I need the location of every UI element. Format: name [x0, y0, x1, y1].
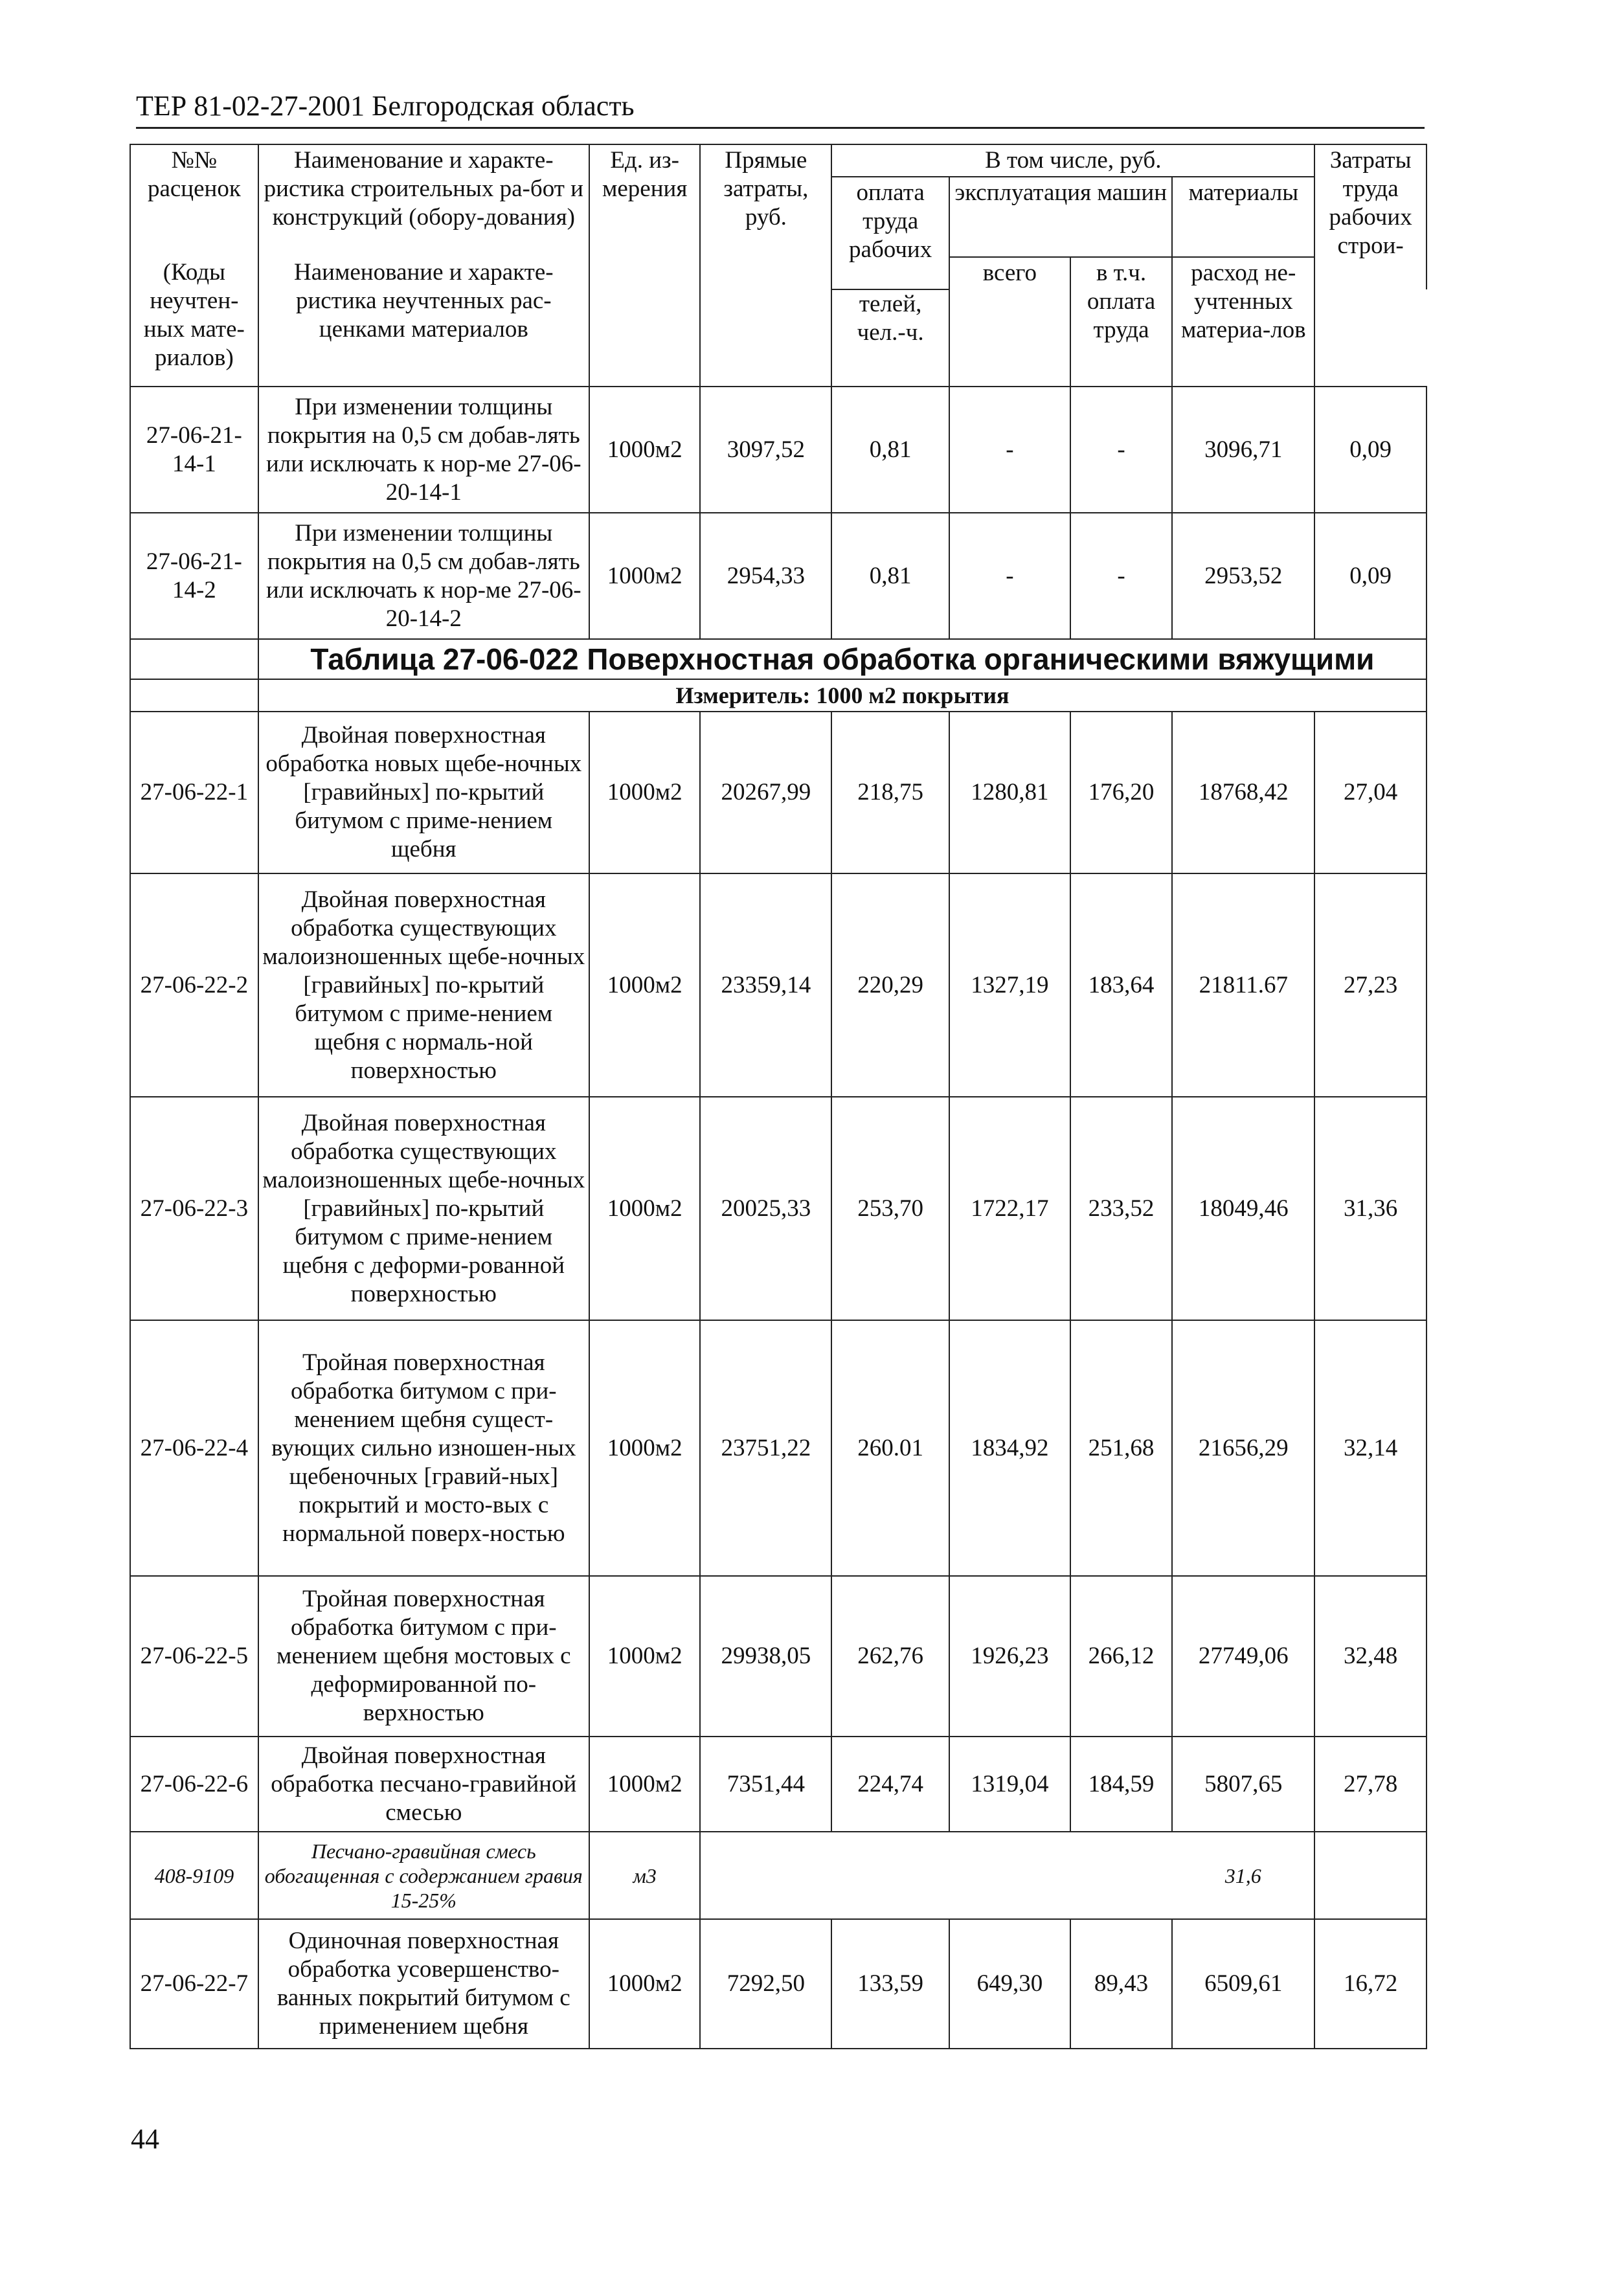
row-direct: 7292,50 [700, 1919, 831, 2049]
row-materials: 21656,29 [1172, 1320, 1314, 1576]
row-unit: 1000м2 [589, 1737, 701, 1832]
row-labor-cost: 27,23 [1314, 873, 1427, 1097]
row-labor-pay: 224,74 [831, 1737, 949, 1832]
col-name-header: Наименование и характе-ристика строительных ра-бот и конструкций (обору-дования) [258, 144, 589, 257]
table-row [130, 712, 1427, 873]
col-materials-header: материалы [1172, 177, 1314, 257]
col-machines-group-header: эксплуатация машин [949, 177, 1172, 257]
row-code: 27-06-22-1 [130, 712, 258, 873]
row-name: Двойная поверхностная обработка существующих малоизношенных щебе-ночных [гравийных] по-крытий битумом с приме-нением щебня с нормаль-ной поверхностью [258, 873, 589, 1097]
row-code: 27-06-22-5 [130, 1576, 258, 1737]
row-materials: 5807,65 [1172, 1737, 1314, 1832]
row-direct: 20025,33 [700, 1097, 831, 1320]
row-name: При изменении толщины покрытия на 0,5 см добав-лять или исключать к нор-ме 27-06-20-14-1 [258, 387, 589, 513]
row-name: Двойная поверхностная обработка существующих малоизношенных щебе-ночных [гравийных] по-крытий битумом с приме-нением щебня с деформи-рованной поверхностью [258, 1097, 589, 1320]
row-labor-cost: 32,48 [1314, 1576, 1427, 1737]
rates-table [130, 144, 1427, 2049]
row-mach-pay: 233,52 [1070, 1097, 1173, 1320]
col-code-header: №№ расценок [130, 144, 258, 257]
row-mach-pay: - [1070, 387, 1173, 513]
row-unit: 1000м2 [589, 1919, 701, 2049]
material-empty [700, 1832, 1172, 1919]
row-name: Одиночная поверхностная обработка усовершенство-ванных покрытий битумом с применением щебня [258, 1919, 589, 2049]
row-unit: 1000м2 [589, 873, 701, 1097]
row-materials: 18768,42 [1172, 712, 1314, 873]
row-labor-pay: 253,70 [831, 1097, 949, 1320]
measure-row [130, 679, 1427, 712]
col-machines-total-header: всего [949, 257, 1070, 387]
row-labor-cost: 31,36 [1314, 1097, 1427, 1320]
col-labor-cost-subheader: телей, чел.-ч. [831, 289, 949, 387]
table-row [130, 513, 1427, 639]
row-mach-total: - [949, 387, 1070, 513]
table-row [130, 1320, 1427, 1576]
row-name: Тройная поверхностная обработка битумом с при-менением щебня мостовых с деформированной по-верхностью [258, 1576, 589, 1737]
row-labor-cost: 0,09 [1314, 513, 1427, 639]
row-unit: 1000м2 [589, 1320, 701, 1576]
row-mach-pay: 251,68 [1070, 1320, 1173, 1576]
row-materials: 6509,61 [1172, 1919, 1314, 2049]
row-mach-pay: - [1070, 513, 1173, 639]
measure-spacer [130, 679, 258, 712]
row-mach-pay: 184,59 [1070, 1737, 1173, 1832]
row-mach-total: 1327,19 [949, 873, 1070, 1097]
row-code: 27-06-22-7 [130, 1919, 258, 2049]
page-number: 44 [131, 2123, 159, 2155]
row-labor-cost: 27,04 [1314, 712, 1427, 873]
table-row [130, 1737, 1427, 1832]
row-code: 27-06-22-4 [130, 1320, 258, 1576]
row-name: Тройная поверхностная обработка битумом с при-менением щебня сущест-вующих сильно изношен-ных щебеночных [гравий-ных] покрытий и мосто-вых с нормальной поверх-ностью [258, 1320, 589, 1576]
col-direct-header: Прямые затраты, руб. [700, 144, 831, 387]
material-code: 408-9109 [130, 1832, 258, 1919]
row-labor-pay: 220,29 [831, 873, 949, 1097]
row-unit: 1000м2 [589, 513, 701, 639]
header-row [130, 144, 1427, 177]
col-code-subheader: (Коды неучтен-ных мате-риалов) [130, 257, 258, 387]
table-row [130, 1576, 1427, 1737]
row-mach-total: 649,30 [949, 1919, 1070, 2049]
row-labor-pay: 0,81 [831, 387, 949, 513]
material-row [130, 1832, 1427, 1919]
row-materials: 2953,52 [1172, 513, 1314, 639]
row-direct: 20267,99 [700, 712, 831, 873]
row-direct: 29938,05 [700, 1576, 831, 1737]
row-code: 27-06-22-6 [130, 1737, 258, 1832]
table-row [130, 387, 1427, 513]
row-materials: 18049,46 [1172, 1097, 1314, 1320]
material-labor-empty [1314, 1832, 1427, 1919]
row-name: Двойная поверхностная обработка новых щебе-ночных [гравийных] по-крытий битумом с приме-нением щебня [258, 712, 589, 873]
section-title: Таблица 27-06-022 Поверхностная обработка органическими вяжущими [258, 639, 1427, 679]
col-labor-cost-header: Затраты труда рабочих строи- [1314, 144, 1427, 289]
row-labor-cost: 27,78 [1314, 1737, 1427, 1832]
row-unit: 1000м2 [589, 387, 701, 513]
row-mach-pay: 176,20 [1070, 712, 1173, 873]
section-spacer [130, 639, 258, 679]
table-row [130, 1919, 1427, 2049]
row-labor-pay: 262,76 [831, 1576, 949, 1737]
row-mach-pay: 89,43 [1070, 1919, 1173, 2049]
row-labor-pay: 0,81 [831, 513, 949, 639]
row-code: 27-06-22-2 [130, 873, 258, 1097]
row-unit: 1000м2 [589, 1576, 701, 1737]
col-name-subheader: Наименование и характе-ристика неучтенных рас-ценками материалов [258, 257, 589, 387]
row-mach-total: - [949, 513, 1070, 639]
row-labor-pay: 260.01 [831, 1320, 949, 1576]
row-unit: 1000м2 [589, 712, 701, 873]
row-name: При изменении толщины покрытия на 0,5 см добав-лять или исключать к нор-ме 27-06-20-14-2 [258, 513, 589, 639]
row-labor-cost: 0,09 [1314, 387, 1427, 513]
section-row [130, 639, 1427, 679]
row-direct: 23751,22 [700, 1320, 831, 1576]
row-direct: 2954,33 [700, 513, 831, 639]
row-materials: 27749,06 [1172, 1576, 1314, 1737]
row-name: Двойная поверхностная обработка песчано-гравийной смесью [258, 1737, 589, 1832]
row-mach-total: 1834,92 [949, 1320, 1070, 1576]
row-labor-pay: 218,75 [831, 712, 949, 873]
page-header: ТЕР 81-02-27-2001 Белгородская область [136, 88, 1425, 129]
row-labor-pay: 133,59 [831, 1919, 949, 2049]
row-mach-total: 1280,81 [949, 712, 1070, 873]
row-labor-cost: 32,14 [1314, 1320, 1427, 1576]
col-machines-pay-header: в т.ч. оплата труда [1070, 257, 1173, 387]
row-code: 27-06-21-14-2 [130, 513, 258, 639]
section-measure: Измеритель: 1000 м2 покрытия [258, 679, 1427, 712]
col-materials-subheader: расход не-учтенных материа-лов [1172, 257, 1314, 387]
table-row [130, 873, 1427, 1097]
row-materials: 21811.67 [1172, 873, 1314, 1097]
row-direct: 7351,44 [700, 1737, 831, 1832]
row-mach-pay: 183,64 [1070, 873, 1173, 1097]
row-mach-total: 1926,23 [949, 1576, 1070, 1737]
row-code: 27-06-22-3 [130, 1097, 258, 1320]
row-mach-total: 1319,04 [949, 1737, 1070, 1832]
row-mach-pay: 266,12 [1070, 1576, 1173, 1737]
col-unit-header: Ед. из-мерения [589, 144, 701, 387]
row-materials: 3096,71 [1172, 387, 1314, 513]
row-code: 27-06-21-14-1 [130, 387, 258, 513]
material-name: Песчано-гравийная смесь обогащенная с содержанием гравия 15-25% [258, 1832, 589, 1919]
col-labor-pay-header: оплата труда рабочих [831, 177, 949, 289]
row-mach-total: 1722,17 [949, 1097, 1070, 1320]
row-direct: 3097,52 [700, 387, 831, 513]
row-direct: 23359,14 [700, 873, 831, 1097]
row-unit: 1000м2 [589, 1097, 701, 1320]
col-incl-group-header: В том числе, руб. [831, 144, 1314, 177]
material-unit: м3 [589, 1832, 701, 1919]
table-row [130, 1097, 1427, 1320]
material-consumption: 31,6 [1172, 1832, 1314, 1919]
row-labor-cost: 16,72 [1314, 1919, 1427, 2049]
